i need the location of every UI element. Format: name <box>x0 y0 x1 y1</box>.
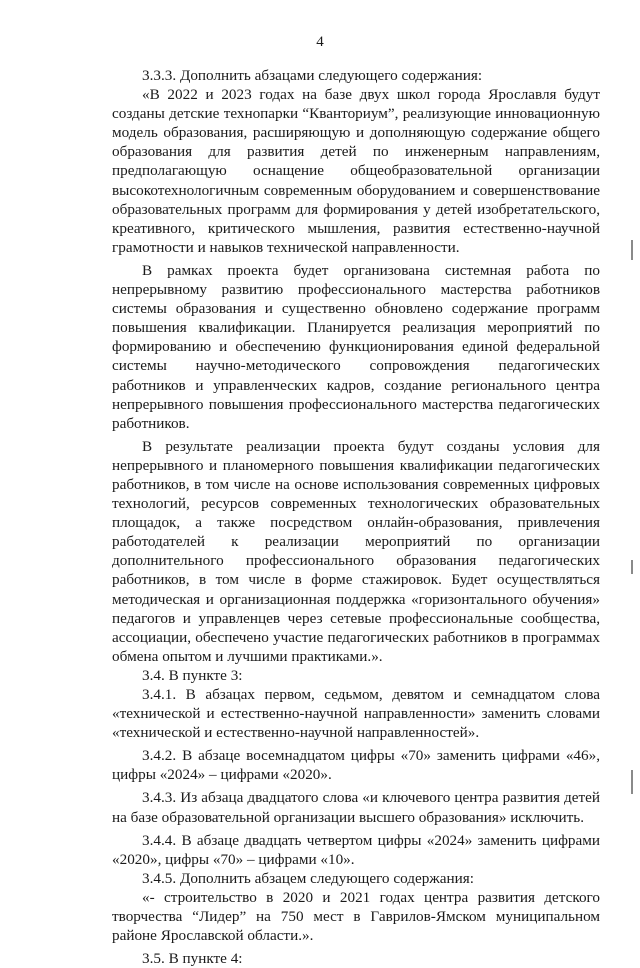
scan-edge-mark <box>631 240 633 260</box>
document-body <box>112 66 600 968</box>
paragraph-project-result: В результате реализации проекта будут созданы условия для непрерывного и планомерного повышения квалификации педагогических работников, в том числе на основе использования современных цифровых технологий, ресурсов современных технологических образовательных площадок, а также посредством онлайн-образования, привлечения работодателей к реализации мероприятий по организации дополнительного профессионального образования педагогических работников, в том числе в форме стажировок. Будет осуществляться методическая и организационная поддержка «горизонтального обучения» педагогов и управленцев через сетевые профессиональные сообщества, ассоциации, обеспечено участие педагогических работников в программах обмена опытом и лучшими практиками.». <box>112 437 600 665</box>
paragraph-3-4-3: 3.4.3. Из абзаца двадцатого слова «и ключевого центра развития детей на базе образовательной организации высшего образования» исключить. <box>112 789 600 826</box>
paragraph-3-4-5: 3.4.5. Дополнить абзацем следующего содержания: <box>142 869 474 887</box>
paragraph-3-4-4: 3.4.4. В абзаце двадцать четвертом цифры «2024» заменить цифрами «2020», цифры «70» – цифрами «10». <box>112 831 600 868</box>
paragraph-3-5: 3.5. В пункте 4: <box>142 950 243 968</box>
paragraph-kvantorium: «В 2022 и 2023 годах на базе двух школ города Ярославля будут созданы детские технопарки “Кванториум”, реализующие инновационную модель образования, расширяющую и дополняющую содержание общего образования для развития детей по инженерным направлениям, предполагающую оснащение общеобразовательной организации высокотехнологичным современным оборудованием и совершенствование образовательных программ для формирования у детей изобретательского, креативного, критического мышления, развития естественно-научной грамотности и навыков технической направленности. <box>112 86 600 256</box>
paragraph-lider-construction: «- строительство в 2020 и 2021 годах центра развития детского творчества “Лидер” на 750 мест в Гаврилов-Ямском муниципальном районе Ярославской области.». <box>112 888 600 945</box>
scan-edge-mark <box>631 770 633 794</box>
paragraph-3-4-2: 3.4.2. В абзаце восемнадцатом цифры «70» заменить цифрами «46», цифры «2024» – цифрами «2020». <box>112 747 600 784</box>
paragraph-3-4-1: 3.4.1. В абзацах первом, седьмом, девятом и семнадцатом слова «технической и естественно-научной направленности» заменить словами «технической и естественно-научной направленностей». <box>112 686 600 742</box>
paragraph-3-3-3: 3.3.3. Дополнить абзацами следующего содержания: <box>142 67 483 84</box>
paragraph-3-4: 3.4. В пункте 3: <box>142 666 243 684</box>
page-number: 4 <box>316 34 324 50</box>
scan-edge-mark <box>631 560 633 574</box>
paragraph-qualification-work: В рамках проекта будет организована системная работа по непрерывному развитию профессионального мастерства работников системы образования и существенно обновлено содержание программ повышения квалификации. Планируется реализация мероприятий по формированию и обеспечению функционирования единой федеральной системы научно-методического сопровождения педагогических работников и управленческих кадров, создание регионального центра непрерывного повышения профессионального мастерства педагогических работников. <box>112 261 600 432</box>
